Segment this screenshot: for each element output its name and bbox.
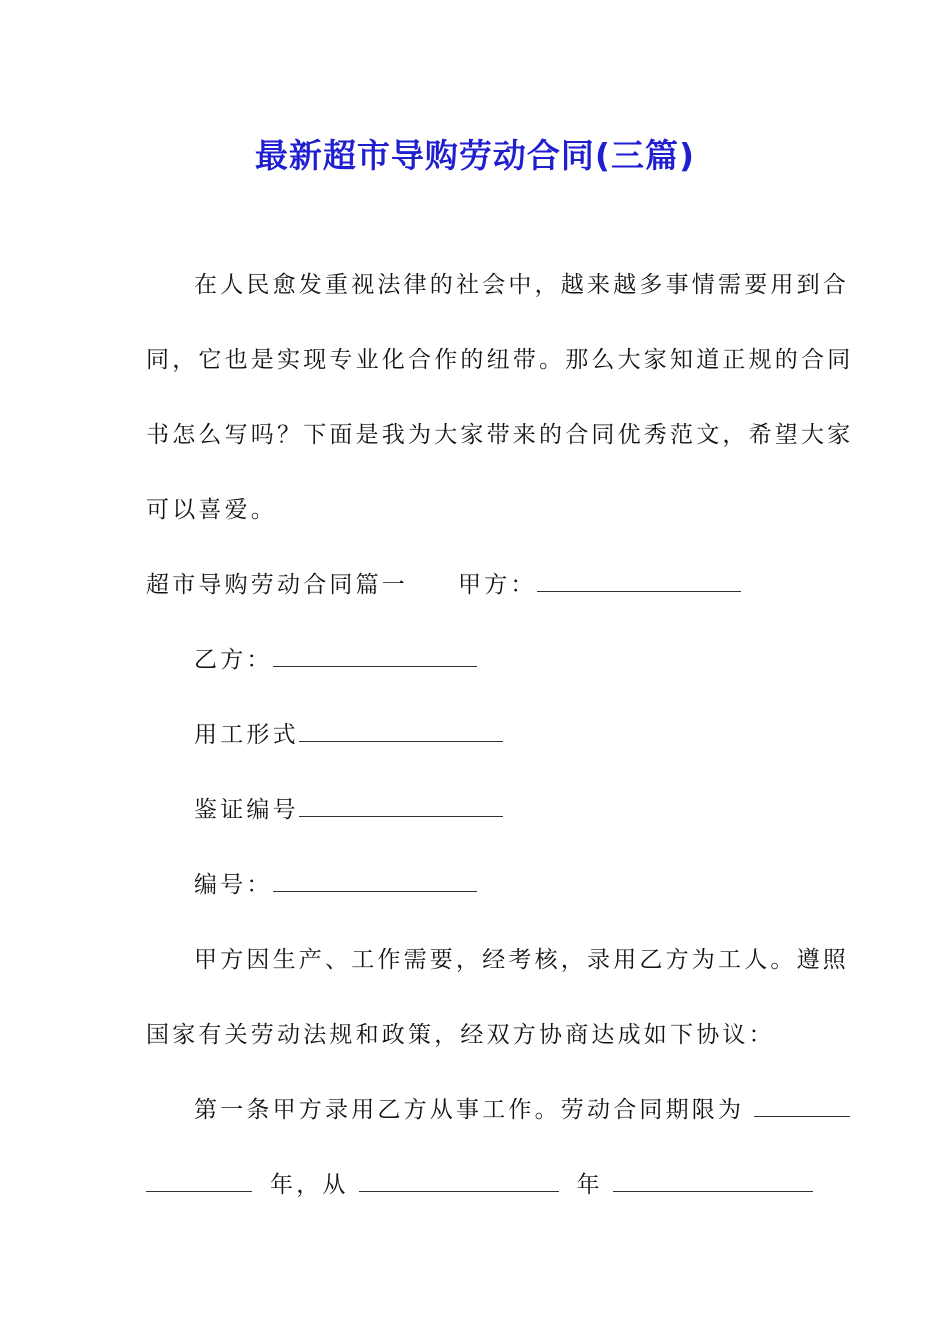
number-row	[194, 870, 477, 900]
section-heading: 超市导购劳动合同篇一	[146, 572, 408, 598]
verification-no-blank[interactable]	[299, 796, 503, 817]
party-b-blank[interactable]	[273, 646, 477, 667]
number-label: 编号：	[194, 872, 273, 898]
article-1-year: 年	[576, 1172, 603, 1198]
intro-line-4: 可以喜爱。	[146, 497, 277, 523]
section-heading-row	[146, 570, 741, 600]
start-year-blank[interactable]	[359, 1171, 559, 1192]
party-b-label: 乙方：	[194, 647, 273, 673]
document-title: 最新超市导购劳动合同(三篇)	[254, 136, 696, 175]
article-1-row-1	[194, 1095, 850, 1125]
article-1-row-2	[146, 1170, 813, 1200]
employment-form-row	[194, 720, 503, 750]
party-a-blank[interactable]	[537, 571, 741, 592]
intro-line-3: 书怎么写吗？下面是我为大家带来的合同优秀范文，希望大家	[146, 422, 854, 448]
party-a-label: 甲方：	[458, 572, 537, 598]
verification-no-label: 鉴证编号	[194, 797, 299, 823]
paragraph-1-line-2: 国家有关劳动法规和政策，经双方协商达成如下协议：	[146, 1022, 775, 1048]
employment-form-blank[interactable]	[299, 721, 503, 742]
start-month-blank[interactable]	[613, 1171, 813, 1192]
verification-no-row	[194, 795, 503, 825]
contract-term-blank-continued[interactable]	[146, 1171, 252, 1192]
paragraph-1-line-1: 甲方因生产、工作需要，经考核，录用乙方为工人。遵照	[194, 947, 849, 973]
article-1-text: 第一条甲方录用乙方从事工作。劳动合同期限为	[194, 1097, 745, 1123]
intro-line-1: 在人民愈发重视法律的社会中，越来越多事情需要用到合	[194, 272, 849, 298]
contract-term-blank[interactable]	[754, 1096, 850, 1117]
party-b-row	[194, 645, 477, 675]
employment-form-label: 用工形式	[194, 722, 299, 748]
number-blank[interactable]	[273, 871, 477, 892]
article-1-year-from: 年，从	[270, 1172, 349, 1198]
intro-line-2: 同，它也是实现专业化合作的纽带。那么大家知道正规的合同	[146, 347, 854, 373]
